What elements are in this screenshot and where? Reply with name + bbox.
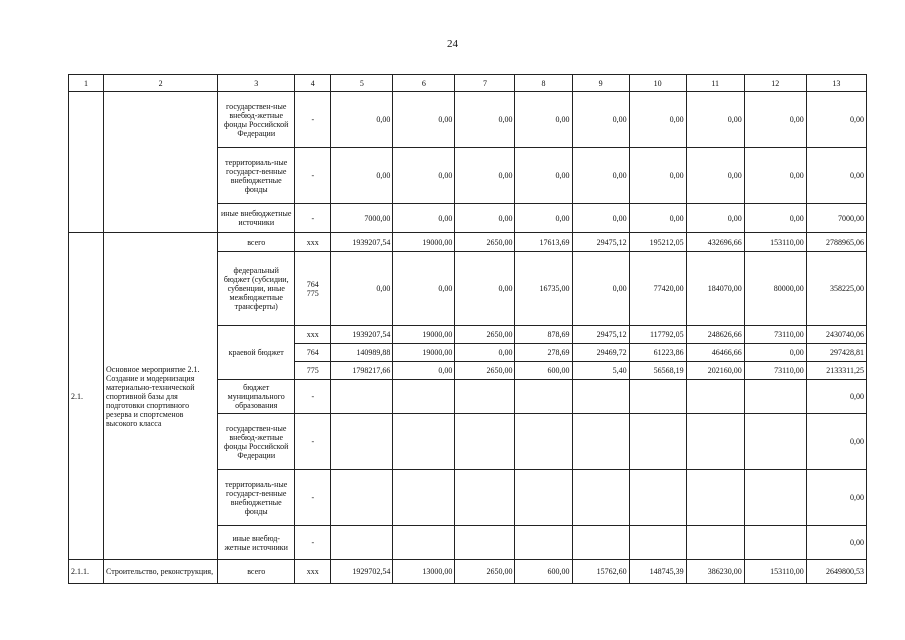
column-header: 2 <box>104 75 218 92</box>
funding-source-cell: федеральный бюджет (субсидии, субвенции, иные межбюджетные трансферты) <box>218 252 295 326</box>
value-cell <box>455 526 515 560</box>
value-cell: 0,00 <box>572 204 629 233</box>
value-cell: 0,00 <box>629 204 686 233</box>
value-cell: 2430740,06 <box>806 326 866 344</box>
value-cell: 46466,66 <box>686 344 744 362</box>
value-cell <box>393 470 455 526</box>
value-cell <box>686 470 744 526</box>
value-cell <box>629 470 686 526</box>
value-cell: 184070,00 <box>686 252 744 326</box>
funding-source-cell: всего <box>218 233 295 252</box>
value-cell: 2650,00 <box>455 362 515 380</box>
value-cell: 0,00 <box>515 92 572 148</box>
column-header: 8 <box>515 75 572 92</box>
value-cell: 73110,00 <box>744 326 806 344</box>
code-cell: - <box>295 414 331 470</box>
code-cell: ххх <box>295 233 331 252</box>
value-cell: 29475,12 <box>572 326 629 344</box>
value-cell: 248626,66 <box>686 326 744 344</box>
value-cell: 16735,00 <box>515 252 572 326</box>
value-cell: 0,00 <box>455 204 515 233</box>
value-cell: 7000,00 <box>806 204 866 233</box>
code-cell: ххх <box>295 560 331 584</box>
table-row <box>69 92 867 148</box>
value-cell <box>331 526 393 560</box>
value-cell <box>515 526 572 560</box>
value-cell <box>744 470 806 526</box>
value-cell: 600,00 <box>515 560 572 584</box>
value-cell: 29469,72 <box>572 344 629 362</box>
value-cell: 7000,00 <box>331 204 393 233</box>
value-cell <box>455 470 515 526</box>
value-cell <box>572 470 629 526</box>
value-cell <box>629 380 686 414</box>
code-cell: 764 <box>295 344 331 362</box>
value-cell: 0,00 <box>393 362 455 380</box>
value-cell: 0,00 <box>744 204 806 233</box>
code-cell: 764 775 <box>295 252 331 326</box>
column-header: 1 <box>69 75 104 92</box>
page-number: 24 <box>447 38 458 50</box>
funding-source-cell: бюджет муниципального образования <box>218 380 295 414</box>
value-cell: 0,00 <box>629 148 686 204</box>
code-cell: 775 <box>295 362 331 380</box>
value-cell: 2133311,25 <box>806 362 866 380</box>
column-header: 12 <box>744 75 806 92</box>
code-cell: - <box>295 380 331 414</box>
value-cell: 297428,81 <box>806 344 866 362</box>
row-number-cell: 2.1.1. <box>69 560 104 584</box>
value-cell: 0,00 <box>515 148 572 204</box>
value-cell: 117792,05 <box>629 326 686 344</box>
funding-source-cell: краевой бюджет <box>218 326 295 380</box>
value-cell: 1939207,54 <box>331 233 393 252</box>
column-header: 11 <box>686 75 744 92</box>
value-cell <box>393 414 455 470</box>
value-cell: 0,00 <box>686 148 744 204</box>
value-cell: 17613,69 <box>515 233 572 252</box>
code-cell: - <box>295 148 331 204</box>
value-cell: 0,00 <box>455 148 515 204</box>
value-cell: 19000,00 <box>393 233 455 252</box>
column-header: 7 <box>455 75 515 92</box>
measure-name-cell: Строительство, реконструкция, <box>104 560 218 584</box>
value-cell: 148745,39 <box>629 560 686 584</box>
value-cell: 202160,00 <box>686 362 744 380</box>
value-cell: 878,69 <box>515 326 572 344</box>
value-cell: 1798217,66 <box>331 362 393 380</box>
table-row <box>69 233 867 252</box>
value-cell: 0,00 <box>572 252 629 326</box>
column-header: 3 <box>218 75 295 92</box>
value-cell <box>393 526 455 560</box>
value-cell: 0,00 <box>455 252 515 326</box>
code-cell: ххх <box>295 326 331 344</box>
value-cell: 600,00 <box>515 362 572 380</box>
value-cell <box>331 470 393 526</box>
value-cell: 0,00 <box>744 148 806 204</box>
code-cell: - <box>295 526 331 560</box>
value-cell: 73110,00 <box>744 362 806 380</box>
funding-source-cell: территориаль-ные государст-венные внебюджетные фонды <box>218 148 295 204</box>
value-cell: 80000,00 <box>744 252 806 326</box>
funding-source-cell: государствен-ные внебюд-жетные фонды Российской Федерации <box>218 92 295 148</box>
value-cell: 0,00 <box>393 204 455 233</box>
value-cell: 153110,00 <box>744 560 806 584</box>
value-cell <box>393 380 455 414</box>
value-cell <box>572 414 629 470</box>
value-cell: 77420,00 <box>629 252 686 326</box>
value-cell <box>515 414 572 470</box>
column-header: 4 <box>295 75 331 92</box>
column-header: 5 <box>331 75 393 92</box>
value-cell: 5,40 <box>572 362 629 380</box>
value-cell: 56568,19 <box>629 362 686 380</box>
value-cell: 386230,00 <box>686 560 744 584</box>
value-cell: 0,00 <box>806 92 866 148</box>
table-row <box>69 560 867 584</box>
value-cell <box>331 414 393 470</box>
value-cell: 432696,66 <box>686 233 744 252</box>
value-cell: 0,00 <box>806 148 866 204</box>
value-cell: 0,00 <box>393 252 455 326</box>
value-cell: 0,00 <box>393 148 455 204</box>
value-cell <box>686 380 744 414</box>
column-header: 6 <box>393 75 455 92</box>
measure-name-cell: Основное мероприятие 2.1. Создание и модернизация материально-технической спортивной базы для подготовки спортивного резерва и спортсменов высокого класса <box>104 233 218 560</box>
value-cell: 0,00 <box>806 414 866 470</box>
value-cell <box>455 414 515 470</box>
value-cell: 1929702,54 <box>331 560 393 584</box>
value-cell: 1939207,54 <box>331 326 393 344</box>
value-cell <box>515 380 572 414</box>
value-cell: 13000,00 <box>393 560 455 584</box>
funding-source-cell: государствен-ные внебюд-жетные фонды Российской Федерации <box>218 414 295 470</box>
value-cell: 0,00 <box>629 92 686 148</box>
header-row <box>69 75 867 92</box>
row-number-cell: 2.1. <box>69 233 104 560</box>
value-cell: 0,00 <box>806 470 866 526</box>
column-header: 10 <box>629 75 686 92</box>
value-cell <box>686 414 744 470</box>
value-cell <box>455 380 515 414</box>
value-cell: 61223,86 <box>629 344 686 362</box>
value-cell: 2650,00 <box>455 233 515 252</box>
code-cell: - <box>295 204 331 233</box>
value-cell <box>744 526 806 560</box>
value-cell: 0,00 <box>572 148 629 204</box>
column-header: 13 <box>806 75 866 92</box>
value-cell: 0,00 <box>393 92 455 148</box>
value-cell: 0,00 <box>331 148 393 204</box>
funding-source-cell: иные внебюд-жетные источники <box>218 526 295 560</box>
measure-name-cell <box>104 92 218 233</box>
value-cell: 0,00 <box>455 92 515 148</box>
value-cell <box>744 414 806 470</box>
value-cell: 2650,00 <box>455 560 515 584</box>
value-cell: 0,00 <box>806 380 866 414</box>
value-cell <box>686 526 744 560</box>
value-cell: 2649800,53 <box>806 560 866 584</box>
value-cell: 2650,00 <box>455 326 515 344</box>
value-cell: 0,00 <box>455 344 515 362</box>
value-cell: 0,00 <box>331 252 393 326</box>
value-cell: 0,00 <box>515 204 572 233</box>
value-cell: 278,69 <box>515 344 572 362</box>
value-cell: 153110,00 <box>744 233 806 252</box>
value-cell <box>572 526 629 560</box>
value-cell: 19000,00 <box>393 344 455 362</box>
funding-source-cell: всего <box>218 560 295 584</box>
row-number-cell <box>69 92 104 233</box>
value-cell: 0,00 <box>744 92 806 148</box>
budget-table <box>68 74 867 584</box>
value-cell: 0,00 <box>331 92 393 148</box>
value-cell: 195212,05 <box>629 233 686 252</box>
value-cell <box>515 470 572 526</box>
code-cell: - <box>295 470 331 526</box>
column-header: 9 <box>572 75 629 92</box>
value-cell <box>744 380 806 414</box>
value-cell: 0,00 <box>686 92 744 148</box>
value-cell: 19000,00 <box>393 326 455 344</box>
value-cell: 15762,60 <box>572 560 629 584</box>
value-cell: 2788965,06 <box>806 233 866 252</box>
funding-source-cell: иные внебюджетные источники <box>218 204 295 233</box>
value-cell <box>572 380 629 414</box>
value-cell: 140989,88 <box>331 344 393 362</box>
value-cell: 29475,12 <box>572 233 629 252</box>
value-cell: 0,00 <box>744 344 806 362</box>
funding-source-cell: территориаль-ные государст-венные внебюджетные фонды <box>218 470 295 526</box>
value-cell <box>629 526 686 560</box>
value-cell <box>629 414 686 470</box>
code-cell: - <box>295 92 331 148</box>
value-cell: 0,00 <box>686 204 744 233</box>
value-cell: 0,00 <box>572 92 629 148</box>
value-cell: 0,00 <box>806 526 866 560</box>
value-cell: 358225,00 <box>806 252 866 326</box>
value-cell <box>331 380 393 414</box>
